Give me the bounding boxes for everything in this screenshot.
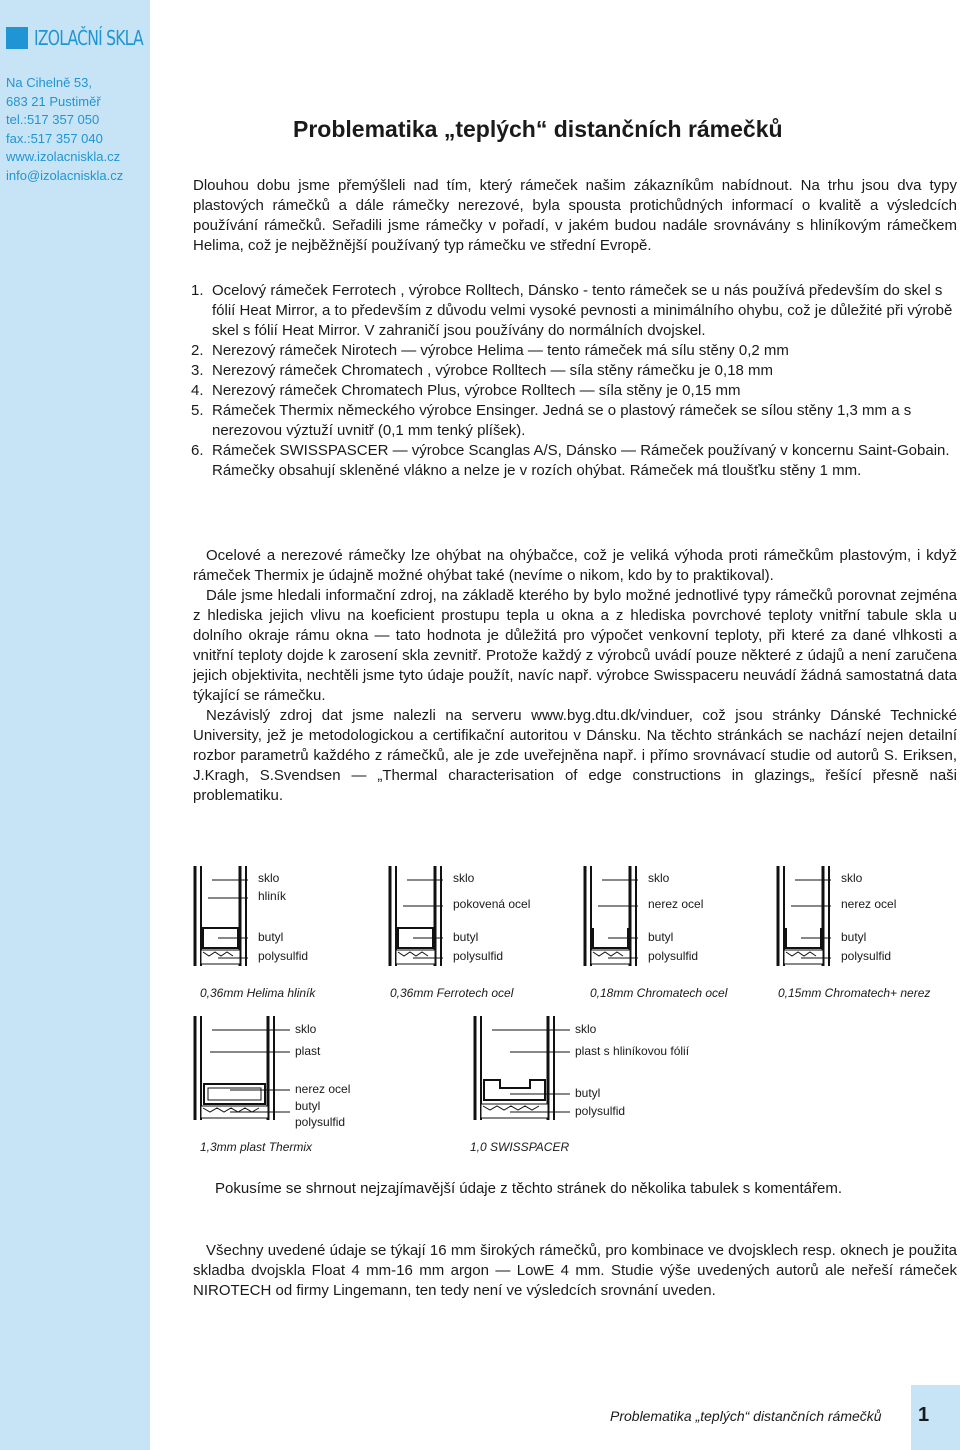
- email-link[interactable]: info@izolacniskla.cz: [6, 167, 124, 183]
- label-material: nerez ocel: [841, 897, 897, 911]
- list-item: [191, 441, 957, 481]
- label-butyl: butyl: [841, 930, 867, 944]
- figure-chromatech-plus: [773, 866, 958, 1006]
- label-butyl: butyl: [453, 930, 479, 944]
- figure-caption: 1,0 SWISSPACER: [470, 1140, 570, 1154]
- figure-thermix: [190, 1016, 390, 1161]
- list-item-text: Ocelový rámeček Ferrotech , výrobce Rolltech, Dánsko - tento rámeček se u nás používá především do skel s fólií Heat Mirror, a to především z důvodu velmi vysoké pevnosti a minimálního ohybu, což je důležité při výrobě skel s fólií Heat Mirror. V zahraničí jsou používány do normálních dvojskel.: [212, 282, 953, 339]
- label-material: hliník: [258, 889, 287, 903]
- list-item-text: Nerezový rámeček Chromatech , výrobce Rolltech — síla stěny rámečku je 0,18 mm: [212, 362, 774, 379]
- list-item-text: Nerezový rámeček Chromatech Plus, výrobce Rolltech — síla stěny je 0,15 mm: [212, 382, 741, 399]
- list-item-number: 5.: [191, 402, 204, 419]
- label-glass: sklo: [295, 1022, 317, 1036]
- spacer-drawing-swisspacer: [470, 1016, 570, 1128]
- address-street: Na Cihelně 53,: [6, 75, 92, 90]
- figure-caption: 0,36mm Ferrotech ocel: [390, 986, 514, 1000]
- figure-caption: 0,18mm Chromatech ocel: [590, 986, 728, 1000]
- figure-chromatech: [580, 866, 765, 1006]
- contact-block: [6, 74, 123, 185]
- figure-swisspacer: [470, 1016, 710, 1161]
- final-paragraph: Všechny uvedené údaje se týkají 16 mm širokých rámečků, pro kombinace ve dvojsklech resp. oknech je použita skladba dvojskla Float 4 mm-16 mm argon — LowE 4 mm. Studie výše uvedených autorů ale neřeší rámeček NIROTECH od firmy Lingemann, ten tedy není ve výsledcích srovnání uveden.: [193, 1242, 957, 1299]
- label-steel: nerez ocel: [295, 1082, 351, 1096]
- list-item-text: Nerezový rámeček Nirotech — výrobce Helima — tento rámeček má sílu stěny 0,2 mm: [212, 342, 789, 359]
- figure-caption: 1,3mm plast Thermix: [200, 1140, 313, 1154]
- label-polysulfid: polysulfid: [295, 1115, 346, 1129]
- page-number: 1: [918, 1404, 930, 1426]
- body-text: [193, 546, 957, 806]
- logo-square-icon: [6, 27, 28, 49]
- body-paragraph: Nezávislý zdroj dat jsme nalezli na serveru www.byg.dtu.dk/vinduer, což jsou stránky Dánské Technické University, jež je metodologickou a certifikační autoritou v Dánsku. Na těchto stránkách se nachází nejen detailní rozbor parametrů každého z rámečků, ale je zde uveřejněna např. i přímo srovnávací studie od autorů S. Eriksen, J.Kragh, S.Svendsen — „Thermal characterisation of edge constructions in glazings„ řešící přesně naši problematiku.: [193, 707, 957, 804]
- logo-text: IZOLAČNÍ SKLA: [34, 26, 143, 50]
- intro-paragraph: Dlouhou dobu jsme přemýšleli nad tím, který rámeček našim zákazníkům nabídnout. Na trhu jsou dva typy plastových rámečků a dále rámečky nerezové, byla spousta protichůdných informací o kvalitě a výsledcích používání rámečků. Seřadili jsme rámečky v pořadí, v jakém budou nadále srovnávány s hliníkovým rámečkem Helima, což je nejběžnější používaný typ rámečku ve střední Evropě.: [193, 177, 957, 254]
- label-material: plast: [295, 1044, 321, 1058]
- list-item: [191, 281, 957, 341]
- label-butyl: butyl: [575, 1086, 601, 1100]
- fax: fax.:517 357 040: [6, 130, 103, 146]
- figure-caption: 0,15mm Chromatech+ nerez: [778, 986, 931, 1000]
- figure-helima: [190, 866, 375, 1006]
- list-item-number: 6.: [191, 442, 204, 459]
- label-material: pokovená ocel: [453, 897, 531, 911]
- phone: tel.:517 357 050: [6, 112, 100, 127]
- body-paragraph: Dále jsme hledali informační zdroj, na základě kterého by bylo možné jednotlivé typy rámečků porovnat zejména z hlediska jejich vlivu na koeficient prostupu tepla u okna a z hlediska povrchové teploty vnitřní tabule skla u dolního okraje rámu okna — tato hodnota je důležitá pro výpočet venkovní teploty, při které za dané vlhkosti a vnitřní teploty dojde k zarosení skla zevnitř. Protože každý z výrobců uvádí pouze některé z údajů a není zaručena jejich objektivita, nechtěli jsme tyto údaje použít, navíc např. výrobce Swisspaceru neuvádí žádná samostatná data týkající se rámečku.: [193, 587, 957, 704]
- list-item: [191, 381, 957, 401]
- label-glass: sklo: [648, 871, 670, 885]
- list-item: [191, 341, 957, 361]
- label-polysulfid: polysulfid: [453, 949, 504, 963]
- spacer-list: [191, 281, 957, 481]
- label-material: plast s hliníkovou fólií: [575, 1044, 690, 1058]
- figure-ferrotech: [385, 866, 575, 1006]
- label-butyl: butyl: [258, 930, 284, 944]
- list-item: [191, 361, 957, 381]
- list-item-number: 1.: [191, 282, 204, 299]
- label-polysulfid: polysulfid: [648, 949, 699, 963]
- summary-paragraph: Pokusíme se shrnout nejzajímavější údaje z těchto stránek do několika tabulek s komentářem.: [215, 1180, 842, 1197]
- sidebar: [0, 0, 150, 1450]
- label-polysulfid: polysulfid: [841, 949, 892, 963]
- label-butyl: butyl: [648, 930, 674, 944]
- page-title: Problematika „teplých“ distančních rámečků: [293, 116, 783, 142]
- label-glass: sklo: [453, 871, 475, 885]
- label-material: nerez ocel: [648, 897, 704, 911]
- final-text: [193, 1241, 957, 1301]
- address-city: 683 21 Pustiměř: [6, 93, 101, 109]
- label-glass: sklo: [258, 871, 280, 885]
- website-link[interactable]: www.izolacniskla.cz: [6, 149, 121, 164]
- label-glass: sklo: [841, 871, 863, 885]
- label-butyl: butyl: [295, 1099, 321, 1113]
- list-item-number: 4.: [191, 382, 204, 399]
- spacer-drawing-thermix: [190, 1016, 290, 1128]
- list-item-number: 3.: [191, 362, 204, 379]
- label-polysulfid: polysulfid: [258, 949, 309, 963]
- label-polysulfid: polysulfid: [575, 1104, 626, 1118]
- footer-title: Problematika „teplých“ distančních rámečků: [610, 1408, 882, 1424]
- list-item-text: Rámeček SWISSPASCER — výrobce Scanglas A/S, Dánsko — Rámeček používaný v koncernu Saint-Gobain. Rámečky obsahují skleněné vlákno a nelze je v rozích ohýbat. Rámeček má tloušťku stěny 1 mm.: [212, 442, 950, 479]
- label-glass: sklo: [575, 1022, 597, 1036]
- list-item-text: Rámeček Thermix německého výrobce Ensinger. Jedná se o plastový rámeček se sílou stěny 1,3 mm a s nerezovou výztuží uvnitř (0,1 mm tenký plíšek).: [212, 402, 912, 439]
- logo: [6, 26, 174, 50]
- list-item-number: 2.: [191, 342, 204, 359]
- body-paragraph: Ocelové a nerezové rámečky lze ohýbat na ohýbačce, což je veliká výhoda proti rámečkům plastovým, i když rámeček Thermix je údajně možné ohýbat také (nevíme o nikom, kdo by to praktikoval).: [193, 547, 957, 584]
- figure-caption: 0,36mm Helima hliník: [200, 986, 316, 1000]
- list-item: [191, 401, 957, 441]
